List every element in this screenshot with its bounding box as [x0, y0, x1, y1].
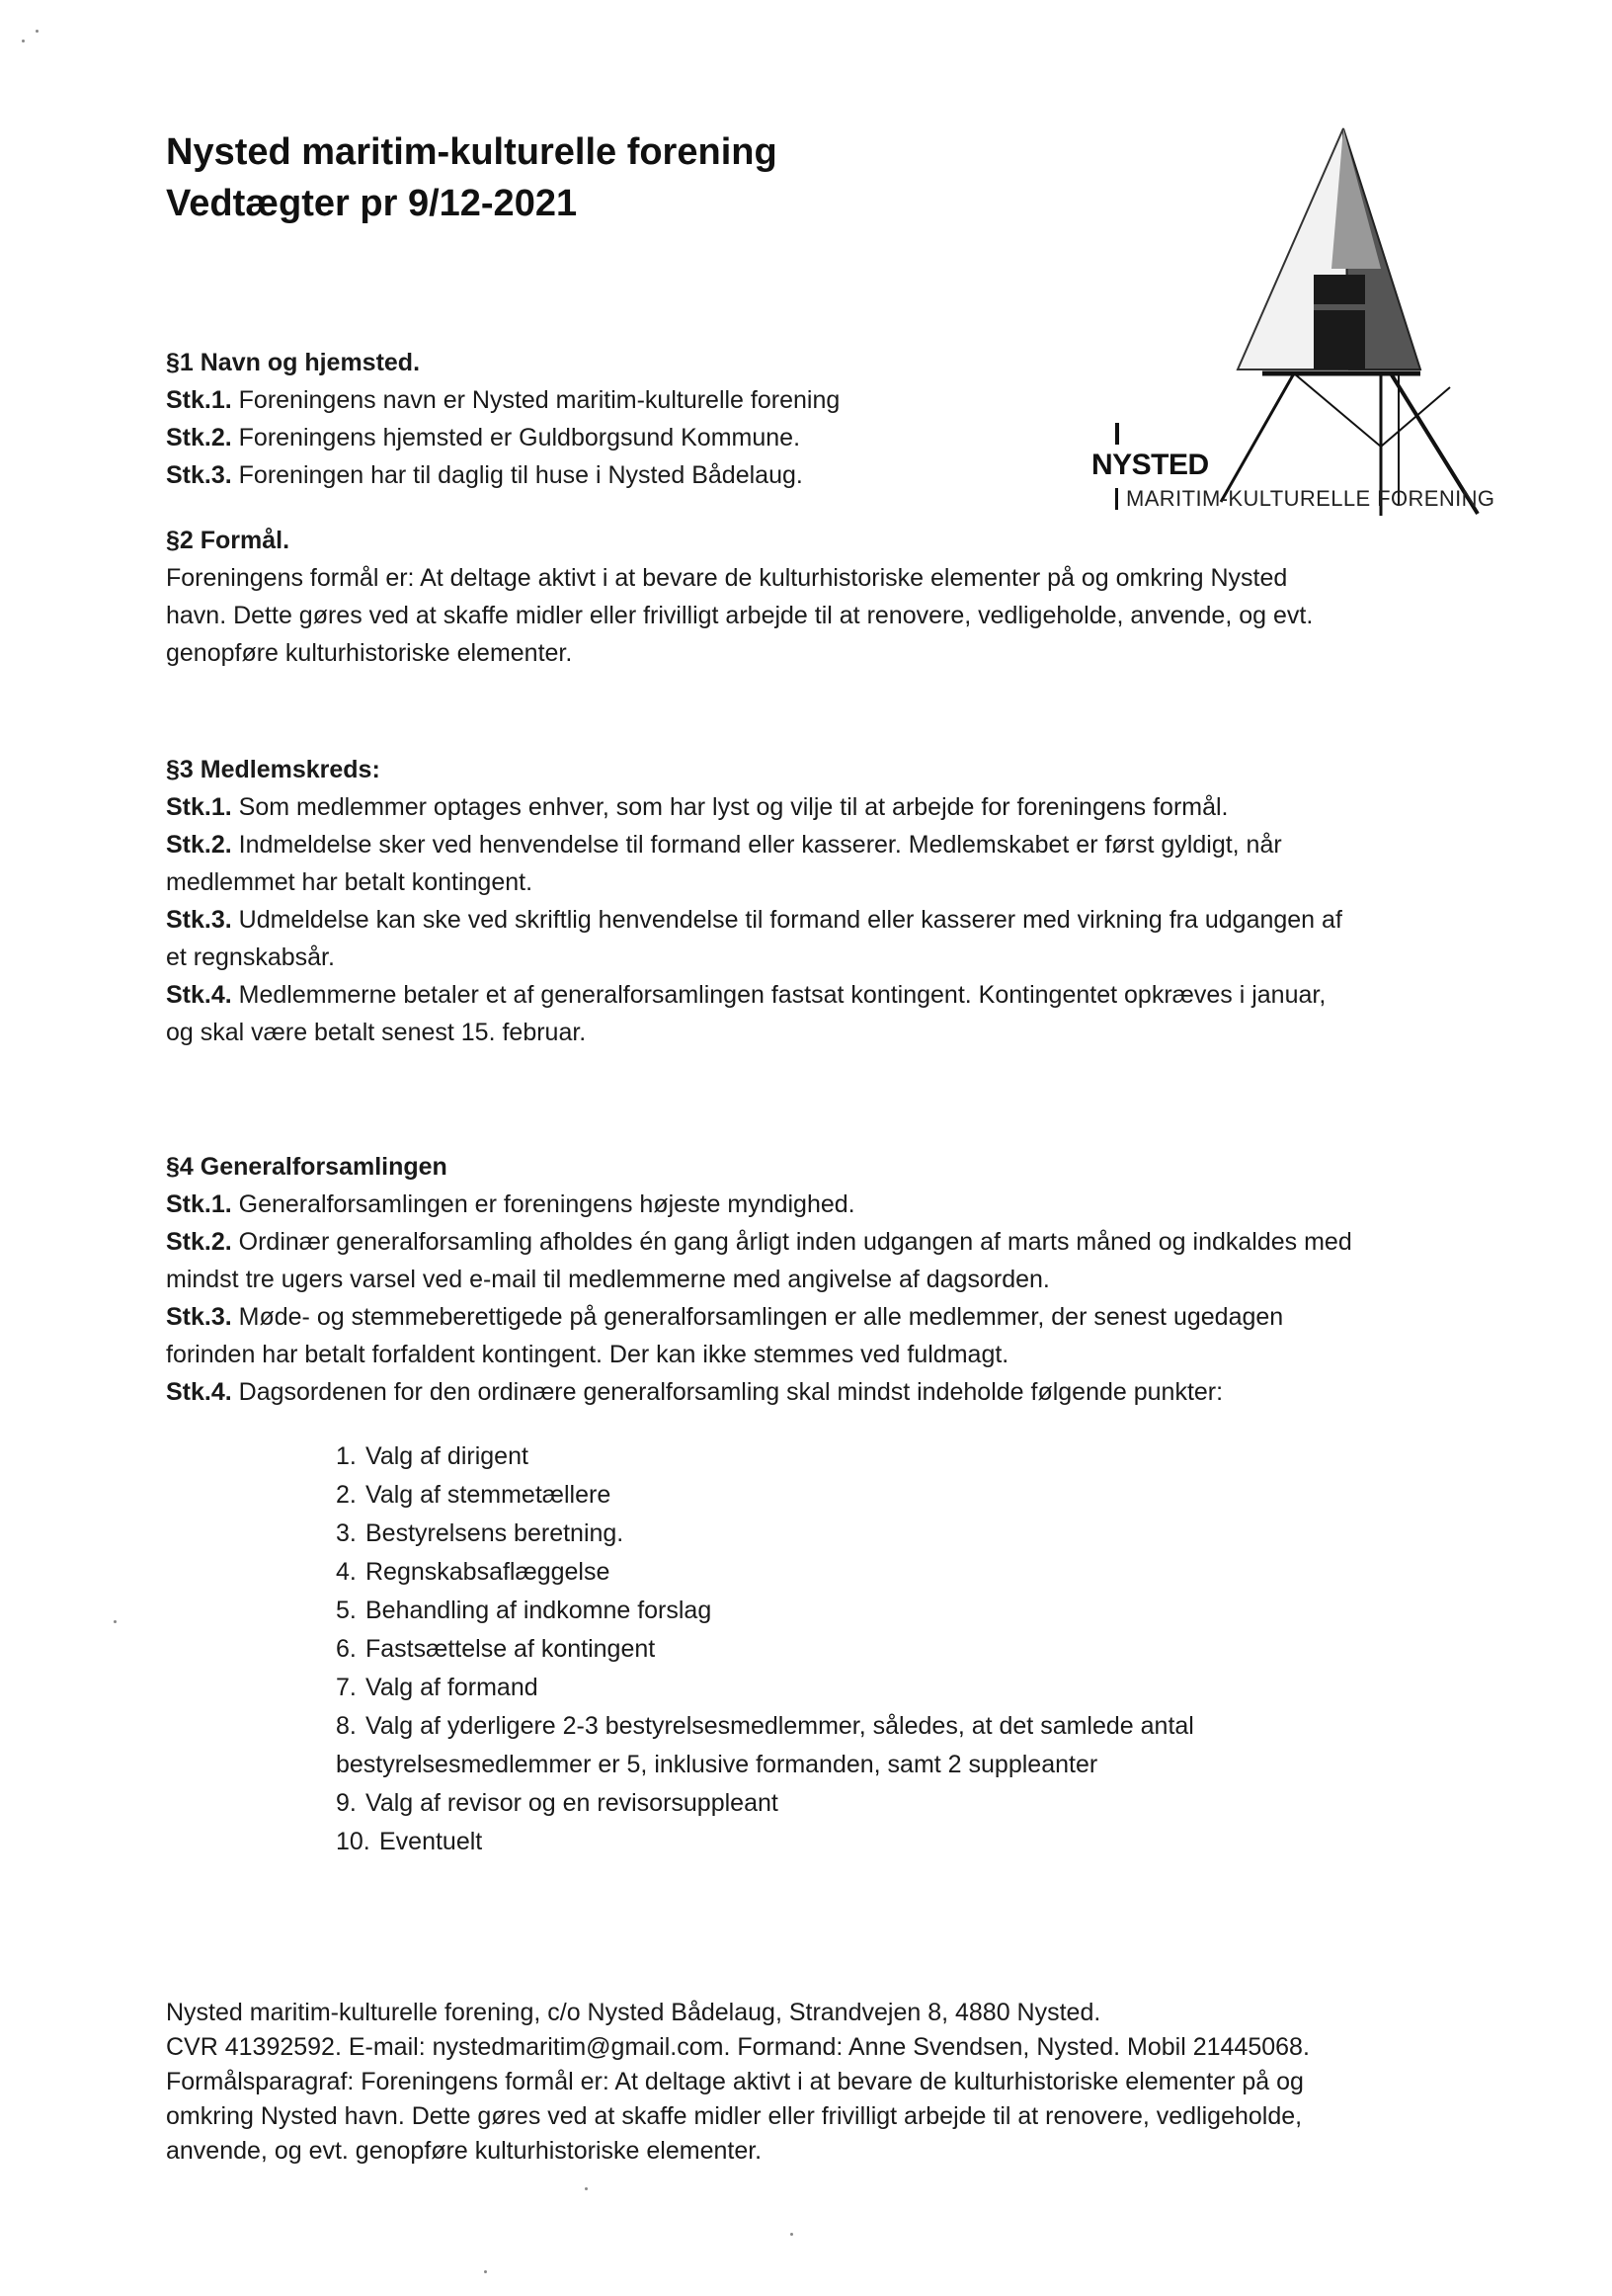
list-item	[336, 1823, 1194, 1861]
stk-label: Stk.1.	[166, 1190, 232, 1218]
stk-label: Stk.4.	[166, 981, 232, 1009]
list-item	[336, 1553, 1194, 1592]
stk-label: Stk.1.	[166, 793, 232, 821]
document-title	[166, 126, 777, 229]
list-number: 10.	[336, 1828, 370, 1855]
s4-stk-3-cont: forinden har betalt forfaldent kontingent. Der kan ikke stemmes ved fuldmagt.	[166, 1341, 1009, 1368]
scan-speck	[484, 2270, 487, 2273]
stk-text: Generalforsamlingen er foreningens højeste myndighed.	[231, 1190, 855, 1218]
footer-contact	[166, 1996, 1310, 2169]
list-number: 7.	[336, 1674, 357, 1701]
list-item	[336, 1592, 1194, 1630]
logo-bar-lower	[1115, 488, 1118, 510]
list-item	[336, 1476, 1194, 1515]
s3-stk-3-cont: et regnskabsår.	[166, 943, 335, 971]
footer-line-5: anvende, og evt. genopføre kulturhistoriske elementer.	[166, 2137, 763, 2165]
stk-text: Indmeldelse sker ved henvendelse til formand eller kasserer. Medlemskabet er først gyldigt, når	[231, 831, 1282, 859]
s3-stk-2	[166, 826, 1342, 863]
logo-bar-upper	[1115, 423, 1119, 445]
list-text: Valg af formand	[365, 1674, 538, 1701]
s4-stk-2-cont: mindst tre ugers varsel ved e-mail til medlemmerne med angivelse af dagsorden.	[166, 1266, 1050, 1293]
list-number: 4.	[336, 1558, 357, 1586]
s2-line-1: Foreningens formål er: At deltage aktivt i at bevare de kulturhistoriske elementer på og omkring Nysted	[166, 564, 1288, 592]
list-number: 8.	[336, 1712, 357, 1740]
stk-text: Dagsordenen for den ordinære generalforsamling skal mindst indeholde følgende punkter:	[231, 1378, 1224, 1406]
list-number: 3.	[336, 1519, 357, 1547]
s1-stk-3	[166, 456, 840, 494]
stk-label: Stk.1.	[166, 386, 232, 414]
scan-speck	[790, 2233, 793, 2236]
logo-subtitle: MARITIM-KULTURELLE FORENING	[1126, 486, 1495, 511]
stk-text: Udmeldelse kan ske ved skriftlig henvendelse til formand eller kasserer med virkning fra udgangen af	[231, 906, 1342, 934]
list-text: Bestyrelsens beretning.	[365, 1519, 624, 1547]
s2-line-2: havn. Dette gøres ved at skaffe midler eller frivilligt arbejde til at renovere, vedligeholde, anvende, og evt.	[166, 602, 1314, 629]
list-text: Valg af stemmetællere	[365, 1481, 611, 1509]
list-number: 9.	[336, 1789, 357, 1817]
list-item	[336, 1630, 1194, 1669]
section-4	[166, 1148, 1352, 1411]
s3-stk-4-cont: og skal være betalt senest 15. februar.	[166, 1019, 587, 1046]
list-text: Eventuelt	[379, 1828, 483, 1855]
list-text: Valg af revisor og en revisorsuppleant	[365, 1789, 778, 1817]
footer-line-1: Nysted maritim-kulturelle forening, c/o Nysted Bådelaug, Strandvejen 8, 4880 Nysted.	[166, 1999, 1101, 2026]
agenda-list	[336, 1437, 1194, 1861]
s3-stk-2-cont: medlemmet har betalt kontingent.	[166, 868, 533, 896]
s1-stk-1	[166, 381, 840, 419]
stk-label: Stk.4.	[166, 1378, 232, 1406]
section-1	[166, 344, 840, 494]
list-item	[336, 1669, 1194, 1707]
list-item	[336, 1437, 1194, 1476]
list-text: Regnskabsaflæggelse	[365, 1558, 610, 1586]
section-3	[166, 751, 1342, 1051]
footer-line-3: Formålsparagraf: Foreningens formål er: At deltage aktivt i at bevare de kulturhistoriske elementer på og	[166, 2068, 1304, 2095]
stk-label: Stk.2.	[166, 1228, 232, 1256]
list-text: Behandling af indkomne forslag	[365, 1597, 712, 1624]
logo-wordmark: NYSTED	[1091, 449, 1209, 481]
list-text: Valg af yderligere 2-3 bestyrelsesmedlemmer, således, at det samlede antal	[365, 1712, 1194, 1740]
stk-text: Foreningens navn er Nysted maritim-kulturelle forening	[231, 386, 841, 414]
s4-stk-3	[166, 1298, 1352, 1336]
list-text: Fastsættelse af kontingent	[365, 1635, 656, 1663]
title-line-2: Vedtægter pr 9/12-2021	[166, 183, 578, 224]
s3-stk-1	[166, 788, 1342, 826]
section-2	[166, 522, 1313, 672]
scan-speck	[114, 1620, 117, 1623]
s3-stk-3	[166, 901, 1342, 939]
list-item	[336, 1515, 1194, 1553]
stk-text: Foreningen har til daglig til huse i Nysted Bådelaug.	[231, 461, 803, 489]
list-number: 6.	[336, 1635, 357, 1663]
scan-speck	[36, 30, 39, 33]
list-text: bestyrelsesmedlemmer er 5, inklusive formanden, samt 2 suppleanter	[336, 1751, 1098, 1778]
list-text: Valg af dirigent	[365, 1442, 528, 1470]
title-line-1: Nysted maritim-kulturelle forening	[166, 131, 777, 173]
s3-stk-4	[166, 976, 1342, 1014]
list-item-continuation	[336, 1746, 1194, 1784]
footer-line-2: CVR 41392592. E-mail: nystedmaritim@gmail.com. Formand: Anne Svendsen, Nysted. Mobil 21445068.	[166, 2033, 1310, 2061]
s4-stk-2	[166, 1223, 1352, 1261]
stk-text: Foreningens hjemsted er Guldborgsund Kommune.	[231, 424, 801, 451]
list-number: 1.	[336, 1442, 357, 1470]
s2-line-3: genopføre kulturhistoriske elementer.	[166, 639, 573, 667]
stk-text: Medlemmerne betaler et af generalforsamlingen fastsat kontingent. Kontingentet opkræves i januar,	[231, 981, 1327, 1009]
list-number: 2.	[336, 1481, 357, 1509]
list-item	[336, 1707, 1194, 1746]
footer-line-4: omkring Nysted havn. Dette gøres ved at skaffe midler eller frivilligt arbejde til at renovere, vedligeholde,	[166, 2102, 1303, 2130]
scan-speck	[22, 40, 25, 42]
list-number: 5.	[336, 1597, 357, 1624]
section-3-title: §3 Medlemskreds:	[166, 756, 380, 783]
stk-label: Stk.2.	[166, 831, 232, 859]
stk-label: Stk.3.	[166, 1303, 232, 1331]
s4-stk-4	[166, 1373, 1352, 1411]
stk-text: Som medlemmer optages enhver, som har lyst og vilje til at arbejde for foreningens formål.	[231, 793, 1229, 821]
list-item	[336, 1784, 1194, 1823]
scan-speck	[585, 2187, 588, 2190]
s4-stk-1	[166, 1186, 1352, 1223]
stk-label: Stk.2.	[166, 424, 232, 451]
stk-text: Møde- og stemmeberettigede på generalforsamlingen er alle medlemmer, der senest ugedagen	[231, 1303, 1284, 1331]
stk-label: Stk.3.	[166, 461, 232, 489]
section-2-title: §2 Formål.	[166, 527, 290, 554]
stk-text: Ordinær generalforsamling afholdes én gang årligt inden udgangen af marts måned og indkaldes med	[231, 1228, 1352, 1256]
section-1-title: §1 Navn og hjemsted.	[166, 349, 421, 376]
stk-label: Stk.3.	[166, 906, 232, 934]
s1-stk-2	[166, 419, 840, 456]
section-4-title: §4 Generalforsamlingen	[166, 1153, 447, 1181]
